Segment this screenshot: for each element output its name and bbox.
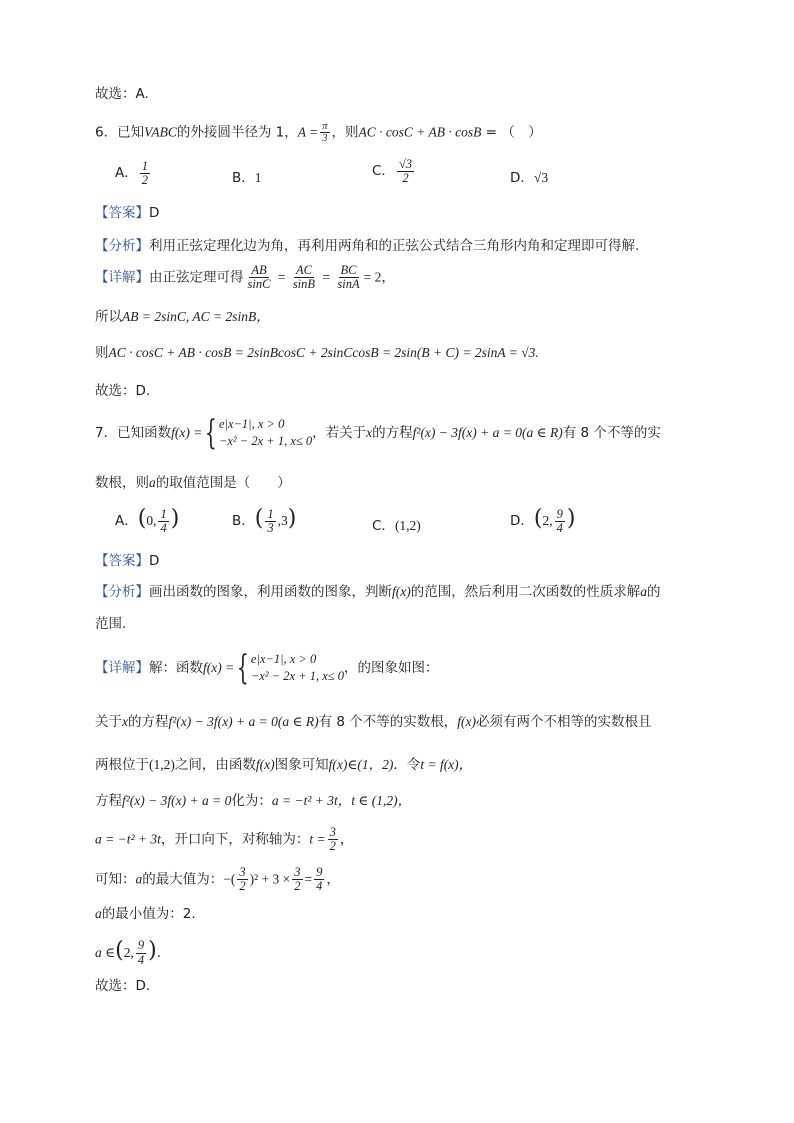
q7-option-b: B．( $\frac{1}{3}$ ,3) [232,506,297,535]
prev-conclusion: 故选：A. [95,86,149,102]
q6-line2: 所以AB = 2sinC, AC = 2sinB， [95,309,270,325]
q7-para1: 关于x的方程f²(x) − 3f(x) + a = 0(a ∈ R)有 8 个不等的实数根，f(x)必须有两个不相等的实数根且 [95,714,652,730]
q7-detail-piecewise: { e|x−1|, x > 0 −x² − 2x + 1, x≤ 0 [237,648,345,688]
q7-para3: 方程f²(x) − 3f(x) + a = 0化为：a = −t² + 3t，t ∈ (1,2)， [95,793,412,809]
q6-option-a: A． $\frac{1}{2}$ [115,159,148,188]
q7-para5: 可知：a的最大值为：−( $\frac{3}{2}$ )² + 3 × $\frac{3}{2}$ = $\frac{9}{4}$ ， [95,865,340,894]
q6-expr: AC · cosC + AB · cosB [358,124,482,140]
q6-frac-ab: $\frac{AB}{\sin C}$ [247,263,271,292]
detail-tag: 【详解】 [95,269,149,286]
q7-para7: a ∈(2, $\frac{9}{4}$ ). [95,938,161,967]
q7-para4: a = −t² + 3t，开口向下，对称轴为：t = $\frac{3}{2}$ ， [95,825,354,854]
q6-option-a-frac: $\frac{1}{2}$ [141,159,148,188]
q6-frac-ac: $\frac{AC}{\sin B}$ [292,263,316,292]
q6-answer: 【答案】D [95,205,160,221]
q7-stem-line2: 数根，则a的取值范围是（ ） [95,475,291,491]
q6-stem-c: ，则 [331,124,359,141]
q7-detail: 【详解】解：函数f(x) = { e|x−1|, x > 0 −x² − 2x + 1, x≤ 0 ，的图象如图： [95,648,439,688]
q6-frac-bc: $\frac{BC}{\sin A}$ [337,263,360,292]
q7-answer: 【答案】D [95,553,160,569]
q6-stem-a: 6．已知 [95,124,145,141]
q7-conclusion: 故选：D. [95,978,151,994]
q7-option-c: C．(1,2) [372,518,421,534]
q6-angle-lhs: A = [297,124,319,140]
analysis-tag: 【分析】 [95,238,149,254]
q6-option-c-frac: $\frac{√3}{2}$ [398,157,413,186]
q7-stem: 7．已知函数f(x) = { e|x−1|, x > 0 −x² − 2x + 1, x≤ 0 ，若关于x的方程f²(x) − 3f(x) + a = 0(a ∈ R)有 8 个不等的实 [95,413,661,453]
q7-analysis-line2: 范围. [95,616,127,632]
q6-detail: 【详解】由正弦定理可得 $\frac{AB}{\sin C}$ = $\frac{AC}{\sin B}$ = $\frac{BC}{\sin A}$ = 2， [95,263,395,292]
q6-conclusion: 故选：D. [95,383,151,399]
q6-stem-d: = （ ） [481,124,542,141]
q7-analysis: 【分析】画出函数的图象，利用函数的图象，判断f(x)的范围，然后利用二次函数的性质求解a的 [95,584,661,600]
q7-option-a: A．(0, $\frac{1}{4}$ ) [115,506,180,535]
q6-option-d: D．√3 [510,170,549,186]
q6-stem [95,121,542,144]
q6-option-c: C． $\frac{√3}{2}$ [372,157,413,186]
q7-para6: a的最小值为：2. [95,906,196,922]
q6-analysis: 【分析】利用正弦定理化边为角，再利用两角和的正弦公式结合三角形内角和定理即可得解. [95,238,640,254]
q7-piecewise: { e|x−1|, x > 0 −x² − 2x + 1, x≤ 0 [205,413,313,453]
q7-option-d: D．(2, $\frac{9}{4}$ ) [510,506,576,535]
q6-option-b: B．1 [232,170,262,186]
answer-tag: 【答案】 [95,205,149,221]
q7-para2: 两根位于(1,2)之间，由函数f(x)图象可知f(x)∈(1，2)．令t = f(x)， [95,757,473,773]
q6-angle-frac: $\frac{\pi}{3}$ [322,121,328,145]
q6-stem-b: 的外接圆半径为 1， [176,124,298,141]
q6-line3: 则AC · cosC + AB · cosB = 2sinBcosC + 2sinCcosB = 2sin(B + C) = 2sinA = √3. [95,345,539,361]
q6-triangle: VABC [144,124,177,140]
